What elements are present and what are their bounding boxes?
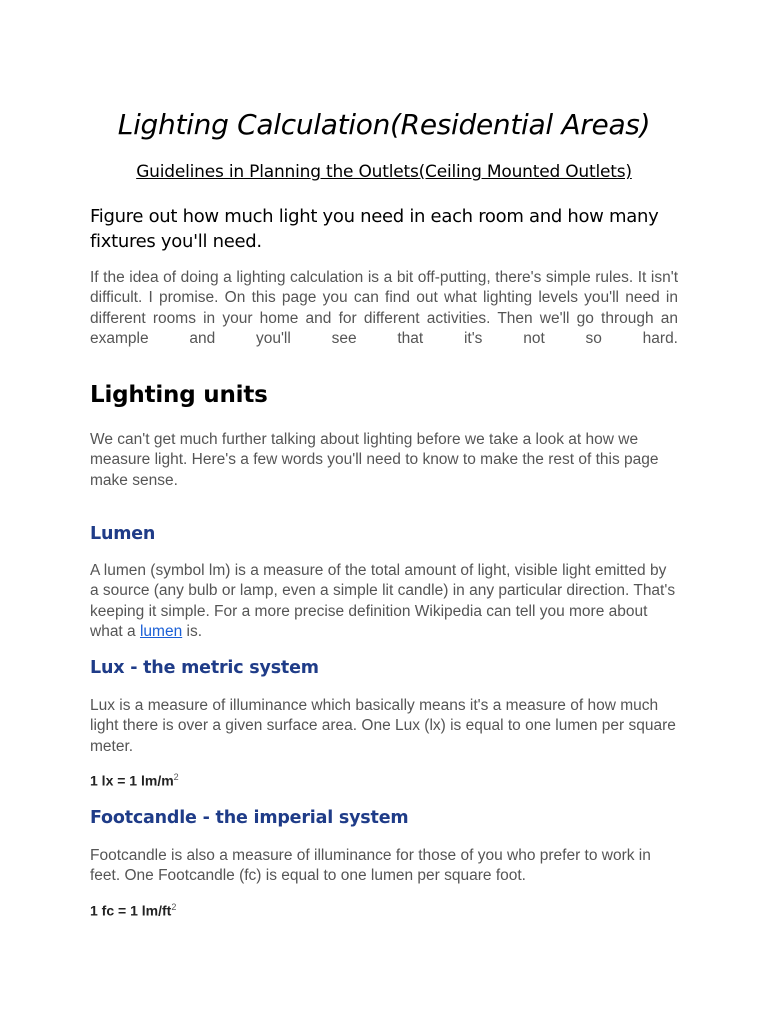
footcandle-paragraph: Footcandle is also a measure of illuminance for those of you who prefer to work in feet. One Footcandle (fc) is equal to one lumen per square foot. — [90, 847, 651, 885]
lumen-paragraph — [90, 561, 678, 642]
lux-heading: Lux - the metric system — [90, 658, 319, 678]
lead-paragraph: Figure out how much light you need in each room and how many fixtures you'll need. — [90, 206, 659, 252]
footcandle-formula-text: 1 fc = 1 lm/ft — [90, 902, 172, 919]
lux-paragraph: Lux is a measure of illuminance which basically means it's a measure of how much light there is over a given surface area. One Lux (lx) is equal to one lumen per square meter. — [90, 697, 676, 755]
lux-formula — [90, 772, 179, 789]
footcandle-heading: Footcandle - the imperial system — [90, 808, 409, 828]
document-subtitle: Guidelines in Planning the Outlets(Ceiling Mounted Outlets) — [136, 162, 632, 182]
footcandle-formula-exponent: 2 — [171, 902, 177, 912]
footcandle-formula — [90, 902, 176, 919]
lumen-text-end: is. — [182, 622, 203, 640]
lux-formula-text: 1 lx = 1 lm/m — [90, 772, 174, 789]
lumen-heading: Lumen — [90, 524, 156, 544]
lumen-text: A lumen (symbol lm) is a measure of the total amount of light, visible light emitted by a source (any bulb or lamp, even a simple lit candle) in any particular direction. That's keeping it simple. For a more precise definition Wikipedia can tell you more about what a — [90, 562, 676, 640]
lux-formula-exponent: 2 — [173, 772, 179, 782]
units-intro-paragraph: We can't get much further talking about lighting before we take a look at how we measure light. Here's a few words you'll need to know to make the rest of this page make sense. — [90, 431, 659, 489]
intro-paragraph: If the idea of doing a lighting calculation is a bit off-putting, there's simple rules. It isn't difficult. I promise. On this page you can find out what lighting levels you'll need in different rooms in your home and for different activities. Then we'll go through an example and you'll see that it's not so hard. — [90, 269, 678, 347]
lumen-link[interactable]: lumen — [139, 622, 183, 640]
lighting-units-heading: Lighting units — [90, 382, 268, 408]
document-title: Lighting Calculation(Residential Areas) — [117, 108, 651, 141]
